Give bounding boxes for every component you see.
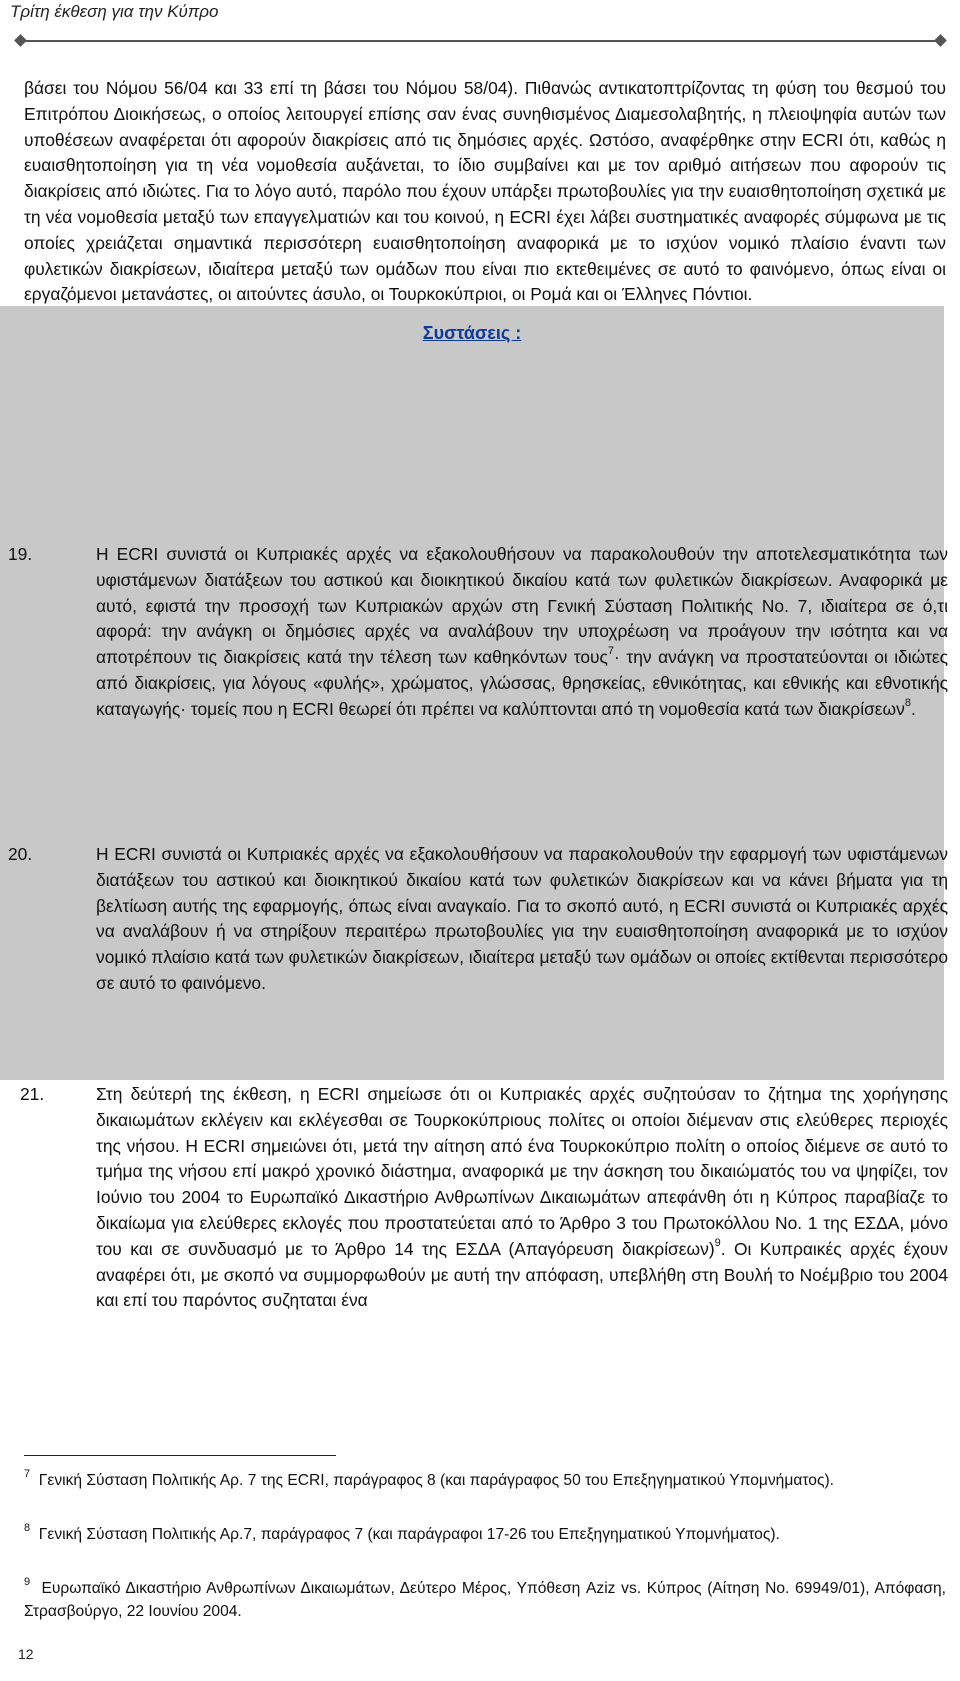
paragraph-number: 19.: [8, 544, 33, 564]
paragraph-21-text-a: Στη δεύτερή της έκθεση, η ECRI σημείωσε ότι οι Κυπριακές αρχές συζητούσαν το ζήτημα της χορήγησης δικαιωμάτων εκλέγειν και εκλέγεσθαι σε Τουρκοκύπριους πολίτες οι οποίοι διέμεναν στις ελεύθερες περιοχές της νήσου. Η ECRI σημειώνει ότι, μετά την αίτηση από ένα Τουρκοκύπριο πολίτη ο οποίος διέμενε σε αυτό το τμήμα της νήσου επί μακρό χρονικό διάστημα, αναφορικά με την άσκηση του δικαιώματός του να ψηφίζει, τον Ιούνιο του 2004 το Ευρωπαϊκό Δικαστήριο Ανθρωπίνων Δικαιωμάτων απεφάνθη ότι η Κύπρος παραβίαζε το δικαίωμα για ελεύθερες εκλογές που προστατεύεται από το Άρθρο 3 του Πρωτοκόλλου Νο. 1 της ΕΣΔΑ, μόνο του και σε συνδυασμό με το Άρθρο 14 της ΕΣΔΑ (Απαγόρευση διακρίσεων): [96, 1084, 948, 1259]
paragraph-21-text-b: . Οι Κυπραικές αρχές έχουν αναφέρει ότι, με σκοπό να συμμορφωθούν με αυτή την απόφαση, υπεβλήθη στη Βουλή το Νοέμβριο του 2004 και επί του παρόντος συζηταται ένα: [96, 1238, 948, 1311]
footnote-text: Ευρωπαϊκό Δικαστήριο Ανθρωπίνων Δικαιωμάτων, Δεύτερο Μέρος, Υπόθεση Aziz vs. Κύπρος (Αίτηση Νο. 69949/01), Απόφαση, Στρασβούργο, 22 Ιουνίου 2004.: [24, 1580, 946, 1620]
rule-diamond-right: [934, 34, 947, 47]
footnote-8: [24, 1521, 946, 1547]
intro-paragraph: βάσει του Νόμου 56/04 και 33 επί τη βάσει του Νόμου 58/04). Πιθανώς αντικατοπτρίζοντας τη φύση του θεσμού του Επιτρόπου Διοικήσεως, ο οποίος λειτουργεί επίσης σαν ένας συνηθισμένος Διαμεσολαβητής, η πλειοψηφία αυτών των υποθέσεων αναφέρεται ότι αφορούν διακρίσεις από τις δημόσιες αρχές. Ωστόσο, αναφέρθηκε στην ECRI ότι, καθώς η ευαισθητοποίηση για τη νέα νομοθεσία αυξάνεται, το ίδιο συμβαίνει και με τον αριθμό αιτήσεων που αφορούν τις διακρίσεις από ιδιώτες. Για το λόγο αυτό, παρόλο που έχουν υπάρξει πρωτοβουλίες για την ευαισθητοποίηση σχετικά με τη νέα νομοθεσία μεταξύ των επαγγελματιών και του κοινού, η ECRI έχει λάβει συστηματικές αναφορές σύμφωνα με τις οποίες χρειάζεται σημαντικά περισσότερη ευαισθητοποίηση αναφορικά με το ισχύον νομικό πλαίσιο έναντι των φυλετικών διακρίσεων, ιδιαίτερα μεταξύ των ομάδων που είναι πιο εκτεθειμένες σε αυτό το φαινόμενο, όπως είναι οι εργαζόμενοι μετανάστες, οι αιτούντες άσυλο, οι Τουρκοκύπριοι, οι Ρομά και οι Έλληνες Πόντιοι.: [24, 78, 946, 305]
recommendations-heading-text: Συστάσεις :: [422, 323, 522, 343]
footnote-ref-8[interactable]: 8: [904, 696, 911, 709]
footnote-separator: [24, 1455, 336, 1456]
footnote-number: 8: [24, 1521, 31, 1534]
footnote-7: [24, 1467, 946, 1493]
paragraph-19-text-c: .: [910, 698, 916, 719]
rule-diamond-left: [14, 34, 27, 47]
header-rule: [20, 40, 944, 42]
footnote-text: Γενική Σύσταση Πολιτικής Αρ. 7 της ECRI, παράγραφος 8 (και παράγραφος 50 του Επεξηγηματικού Υπομνήματος).: [38, 1472, 835, 1489]
page-number: 12: [18, 1646, 34, 1662]
footnote-ref-7[interactable]: 7: [607, 645, 615, 658]
paragraph-text: [96, 542, 948, 723]
paragraph-text: [96, 1082, 948, 1314]
footnote-text: Γενική Σύσταση Πολιτικής Αρ.7, παράγραφος 7 (και παράγραφοι 17-26 του Επεξηγηματικού Υπομνήματος).: [38, 1526, 780, 1543]
footnote-number: 7: [24, 1467, 31, 1480]
paragraph-number: 20.: [8, 844, 33, 864]
paragraph-19-text-b: · την ανάγκη να προστατεύονται οι ιδιώτες από διακρίσεις, για λόγους «φυλής», χρώματος, γλώσσας, θρησκείας, εθνικότητας, και εθνικής και εθνοτικής καταγωγής· τομείς που η ECRI θεωρεί ότι πρέπει να καλύπτονται από τη νομοθεσία κατά των διακρίσεων: [96, 647, 948, 719]
footnote-9: [24, 1575, 946, 1624]
recommendations-heading: [0, 306, 944, 346]
footnote-number: 9: [24, 1575, 31, 1588]
footnote-ref-9[interactable]: 9: [714, 1236, 721, 1249]
paragraph-19-text-a: Η ECRI συνιστά οι Κυπριακές αρχές να εξακολουθήσουν να παρακολουθούν την αποτελεσματικότητα των υφιστάμενων διατάξεων του αστικού και διοικητικού δικαίου κατά των φυλετικών διακρίσεων. Αναφορικά με αυτό, εφιστά την προσοχή των Κυπριακών αρχών στη Γενική Σύσταση Πολιτικής Νο. 7, ιδιαίτερα σε ό,τι αφορά: την ανάγκη οι δημόσιες αρχές να αναλάβουν την υποχρέωση να προάγουν την ισότητα και να αποτρέπουν τις διακρίσεις κατά την τέλεση των καθηκόντων τους: [96, 544, 948, 668]
paragraph-text: Η ECRI συνιστά οι Κυπριακές αρχές να εξακολουθήσουν να παρακολουθούν την εφαρμογή των υφιστάμενων διατάξεων του αστικού και διοικητικού δικαίου κατά των φυλετικών διακρίσεων και να κάνει βήματα για τη βελτίωση αυτής της εφαρμογής, όπως είναι αναγκαίο. Για το σκοπό αυτό, η ECRI συνιστά οι Κυπριακές αρχές να αναλάβουν ή να στηρίξουν περαιτέρω πρωτοβουλίες για την ευαισθητοποίηση αναφορικά με το ισχύον νομικό πλαίσιο κατά των φυλετικών διακρίσεων, ιδιαίτερα μεταξύ των ομάδων οι οποίες εκτίθενται περισσότερο σε αυτό το φαινόμενο.: [96, 844, 948, 993]
paragraph-number: 21.: [20, 1084, 45, 1104]
running-header: Τρίτη έκθεση για την Κύπρο: [10, 2, 219, 21]
